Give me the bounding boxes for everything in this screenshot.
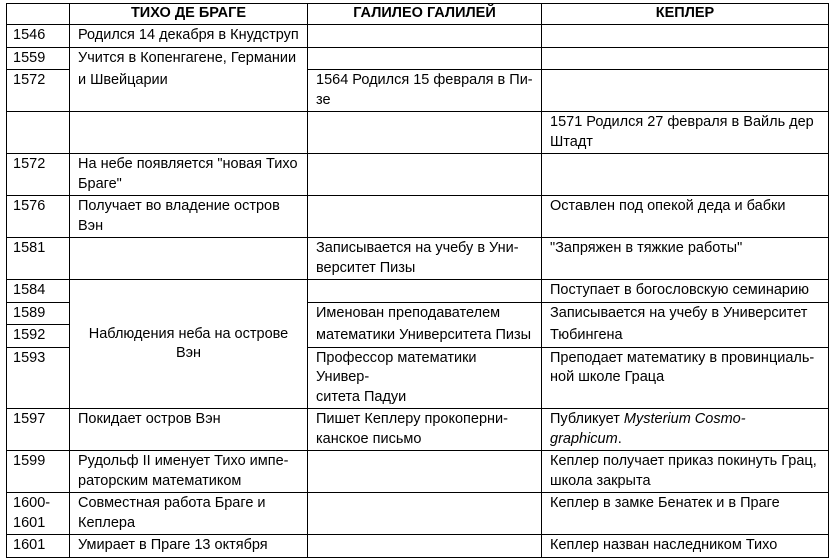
tycho-cell: и Швейцарии bbox=[70, 70, 308, 112]
galileo-cell bbox=[308, 196, 542, 238]
table-row bbox=[7, 451, 829, 493]
tycho-cell: Родился 14 декабря в Кнудструп bbox=[70, 25, 308, 48]
header-galileo: ГАЛИЛЕО ГАЛИЛЕЙ bbox=[308, 4, 542, 25]
kepler-cell bbox=[542, 47, 829, 70]
table-row bbox=[7, 196, 829, 238]
galileo-cell: 1564 Родился 15 февраля в Пи- зе bbox=[308, 70, 542, 112]
tycho-merged-cell: Наблюдения неба на острове Вэн bbox=[70, 280, 308, 409]
kepler-cell: Кеплер получает приказ покинуть Грац, школа закрыта bbox=[542, 451, 829, 493]
tycho-cell: Получает во владение остров Вэн bbox=[70, 196, 308, 238]
galileo-cell bbox=[308, 154, 542, 196]
kepler-cell: Поступает в богословскую семинарию bbox=[542, 280, 829, 303]
year-cell: 1593 bbox=[7, 347, 70, 409]
galileo-cell: Записывается на учебу в Уни- верситет Пизы bbox=[308, 238, 542, 280]
table-row bbox=[7, 25, 829, 48]
galileo-cell bbox=[308, 535, 542, 558]
galileo-cell: Профессор математики Универ- ситета Падуи bbox=[308, 347, 542, 409]
tycho-cell: Совместная работа Браге и Кеплера bbox=[70, 493, 308, 535]
year-cell bbox=[7, 112, 70, 154]
year-cell: 1581 bbox=[7, 238, 70, 280]
chronology-table-container bbox=[6, 3, 828, 553]
kepler-cell: Кеплер в замке Бенатек и в Праге bbox=[542, 493, 829, 535]
year-cell: 1597 bbox=[7, 409, 70, 451]
table-row bbox=[7, 47, 829, 70]
header-tycho: ТИХО ДЕ БРАГЕ bbox=[70, 4, 308, 25]
galileo-cell bbox=[308, 451, 542, 493]
year-cell: 1576 bbox=[7, 196, 70, 238]
year-cell: 1572 bbox=[7, 70, 70, 112]
kepler-cell bbox=[542, 154, 829, 196]
galileo-cell bbox=[308, 47, 542, 70]
table-row bbox=[7, 112, 829, 154]
table-row bbox=[7, 493, 829, 535]
galileo-cell: математики Университета Пизы bbox=[308, 325, 542, 348]
year-cell: 1559 bbox=[7, 47, 70, 70]
table-row bbox=[7, 535, 829, 558]
kepler-cell bbox=[542, 70, 829, 112]
kepler-cell: Оставлен под опекой деда и бабки bbox=[542, 196, 829, 238]
galileo-cell: Именован преподавателем bbox=[308, 302, 542, 325]
table-row bbox=[7, 409, 829, 451]
kepler-text-suffix: . bbox=[617, 430, 622, 447]
year-cell: 1599 bbox=[7, 451, 70, 493]
header-row bbox=[7, 4, 829, 25]
year-cell: 1601 bbox=[7, 535, 70, 558]
galileo-cell bbox=[308, 25, 542, 48]
kepler-cell bbox=[542, 25, 829, 48]
kepler-cell: 1571 Родился 27 февраля в Вайль дер Штадт bbox=[542, 112, 829, 154]
kepler-cell: Кеплер назван наследником Тихо bbox=[542, 535, 829, 558]
kepler-cell: Преподает математику в провинциаль- ной школе Граца bbox=[542, 347, 829, 409]
tycho-cell bbox=[70, 112, 308, 154]
table-body bbox=[7, 25, 829, 558]
year-cell: 1572 bbox=[7, 154, 70, 196]
tycho-cell: Учится в Копенгагене, Германии bbox=[70, 47, 308, 70]
kepler-cell: Тюбингена bbox=[542, 325, 829, 348]
year-cell: 1592 bbox=[7, 325, 70, 348]
kepler-cell bbox=[542, 409, 829, 451]
table-row bbox=[7, 280, 829, 303]
table-row bbox=[7, 70, 829, 112]
year-cell: 1546 bbox=[7, 25, 70, 48]
galileo-cell: Пишет Кеплеру прокоперни- канское письмо bbox=[308, 409, 542, 451]
chronology-table bbox=[6, 3, 829, 558]
kepler-cell: Записывается на учебу в Университет bbox=[542, 302, 829, 325]
tycho-cell: На небе появляется "новая Тихо Браге" bbox=[70, 154, 308, 196]
galileo-cell bbox=[308, 280, 542, 303]
table-row bbox=[7, 238, 829, 280]
tycho-cell: Умирает в Праге 13 октября bbox=[70, 535, 308, 558]
kepler-text: Публикует bbox=[550, 411, 624, 427]
tycho-cell: Рудольф II именует Тихо импе- раторским математиком bbox=[70, 451, 308, 493]
year-cell: 1584 bbox=[7, 280, 70, 303]
table-row bbox=[7, 154, 829, 196]
kepler-cell: "Запряжен в тяжкие работы" bbox=[542, 238, 829, 280]
book-title-italic: Mysterium Cosmo- graphicum bbox=[550, 411, 746, 447]
header-kepler: КЕПЛЕР bbox=[542, 4, 829, 25]
tycho-cell bbox=[70, 238, 308, 280]
year-cell: 1589 bbox=[7, 302, 70, 325]
galileo-cell bbox=[308, 112, 542, 154]
year-cell: 1600- 1601 bbox=[7, 493, 70, 535]
galileo-cell bbox=[308, 493, 542, 535]
tycho-cell: Покидает остров Вэн bbox=[70, 409, 308, 451]
header-year bbox=[7, 4, 70, 25]
